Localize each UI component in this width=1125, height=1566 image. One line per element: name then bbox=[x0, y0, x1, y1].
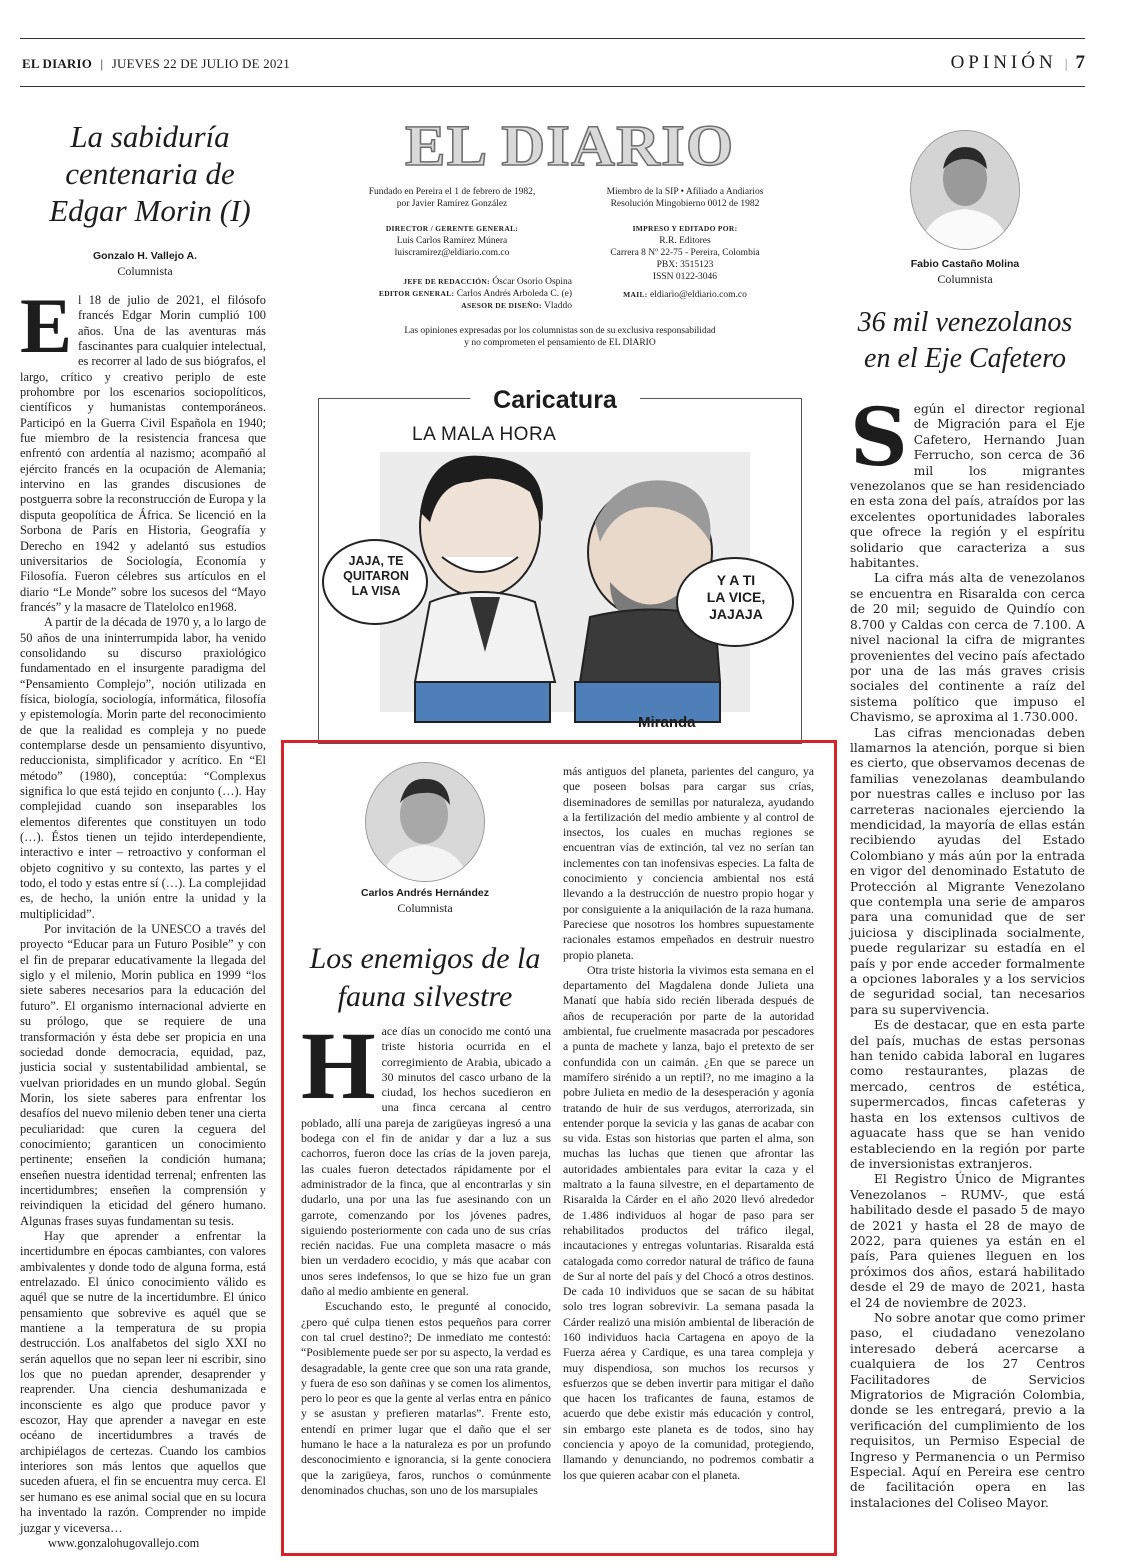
bubble-line: LA VISA bbox=[351, 584, 401, 598]
director-email: luiscramirez@eldiario.com.co bbox=[394, 248, 510, 258]
printed-label: IMPRESO Y EDITADO POR: bbox=[632, 224, 738, 233]
paragraph: egún el director regional de Migración para el Eje Cafetero, Hernando Juan Ferrucho, son cerca de 36 mil los migrantes venezolanos que se han residenciado en esta zona del país, atraídos por las excelentes oportunidades laborales que ofrece la región y el espíritu solidario que caracteriza a sus habitantes. bbox=[850, 402, 1085, 571]
author-website[interactable]: www.gonzalohugovallejo.com bbox=[48, 1535, 200, 1550]
jefe-label: JEFE DE REDACCIÓN: bbox=[403, 277, 490, 286]
sip-line: Resolución Mingobierno 0012 de 1982 bbox=[610, 199, 760, 209]
center-article-author: Carlos Andrés Hernández bbox=[361, 887, 489, 899]
left-article-title-block bbox=[30, 118, 270, 229]
page-header-left: EL DIARIO | JUEVES 22 DE JULIO DE 2021 bbox=[22, 56, 290, 71]
cartoonist-signature: Miranda bbox=[638, 714, 696, 731]
drop-cap: S bbox=[850, 390, 908, 484]
asesor-name: Vladdo bbox=[544, 301, 572, 311]
director-name: Luis Carlos Ramírez Múnera bbox=[396, 236, 508, 246]
paragraph: A partir de la década de 1970 y, a lo largo de 50 años de una ininterrumpida labor, ha venido consolidando su discurso praxiológico fundamentado en el insurgente paradigma del “Pensamiento Complejo”, noción utilizada en física, biología, sociología, informática, filosofía y epistemología. Morin parte del reconocimiento de que la realidad es compleja y no puede contemplarse desde un pensamiento disyuntivo, reduccionista, simplificador y acrítico. En “El método” (1980), conceptúa: “Complexus significa lo que está tejido en conjunto (…). Hay complejidad cuando son inseparables los elementos diferentes que constituyen un todo (…). Éstos tienen un tejido interdependiente, interactivo e inter – retroactivo y conforman el objeto cognitivo y su contexto, las partes y el todo, el todo y estas entre sí (…). La complejidad es, de hecho, la unión entre la unidad y la multiplicidad”. bbox=[20, 615, 266, 921]
paragraph: más antiguos del planeta, parientes del canguro, ya que poseen bolsas para cargar sus crías, diseminadores de semillas por naturaleza, ayudando a la fertilización del medio ambiente y al control de insectos, los cuales en muchas regiones se encuentran vías de extinción, tal vez no serían tan inclementes con tan inofensivas especies. La falta de conocimiento y conciencia ambiental nos está llevando a la destrucción de nuestro propio hogar y por consiguiente a la aniquilación de la raza humana. Pareciese que nosotros los hombres supuestamente racionales estamos empeñados en destruir nuestro propio planeta. bbox=[563, 764, 814, 962]
paragraph: La cifra más alta de venezolanos se encuentra en Risaralda con cerca de 20 mil; seguido de Quindío con 8.700 y Caldas con cerca de 7.100. A nivel nacional la cifra de migrantes provenientes del vecino país afectado por una de las más graves crisis sociales del continente a raíz del sistema político que impuso el Chavismo, se aproxima al 1.730.000. bbox=[850, 571, 1085, 725]
right-article-title: 36 mil venezolanos en el Eje Cafetero bbox=[857, 307, 1073, 374]
paragraph: El Registro Único de Migrantes Venezolanos – RUMV-, que está habilitado desde el pasado 5 de mayo de 2021 y hasta el 28 de mayo de 2022, para quienes ya están en el país, Para quienes lleguen en los próximos dos años, estará habilitado desde el 29 de mayo de 2021, hasta el 24 de noviembre de 2023. bbox=[850, 1172, 1085, 1310]
drop-cap: E bbox=[20, 282, 73, 369]
person-icon bbox=[366, 763, 484, 881]
mail-label: MAIL: bbox=[623, 290, 648, 299]
bubble-line: JAJA, TE bbox=[348, 554, 404, 568]
caricature-heading: Caricatura bbox=[470, 386, 640, 415]
section-name: OPINIÓN bbox=[950, 52, 1057, 73]
header-bottom-rule bbox=[20, 86, 1085, 87]
right-author-avatar bbox=[910, 130, 1020, 250]
issn: ISSN 0122-3046 bbox=[652, 272, 718, 282]
asesor-label: ASESOR DE DISEÑO: bbox=[461, 301, 542, 310]
bubble-line: LA VICE, bbox=[706, 589, 766, 605]
editor-label: EDITOR GENERAL: bbox=[378, 289, 455, 298]
header-top-rule bbox=[20, 38, 1085, 39]
masthead-staff bbox=[352, 276, 572, 312]
paragraph: Es de destacar, que en esta parte del país, muchas de estas personas han tenido cabida laboral en lugares como restaurantes, plazas de mercado, centros de estética, supermercados, fincas cafeteras y hasta en los extensos cultivos de aguacate hass que se han venido estableciendo en la región por parte de inversionistas extranjeros. bbox=[850, 1018, 1085, 1171]
sip-line: Miembro de la SIP • Afiliado a Andiarios bbox=[606, 187, 764, 197]
left-article-author: Gonzalo H. Vallejo A. bbox=[92, 250, 198, 262]
bubble-line: QUITARON bbox=[343, 569, 409, 583]
center-article-title: Los enemigos de la fauna silvestre bbox=[309, 942, 541, 1013]
bubble-line: JAJAJA bbox=[709, 606, 763, 622]
masthead-logo: EL DIARIO bbox=[405, 113, 735, 178]
right-article-author: Fabio Castaño Molina bbox=[910, 258, 1020, 270]
center-article-role: Columnista bbox=[397, 901, 453, 915]
paragraph: Escuchando esto, le pregunté al conocido, ¿pero qué culpa tienen estos pequeños para correr con tal cruel destino?; De inmediato me contestó: “Posiblemente puede ser por su aspecto, la verdad es desagradable, la gente cree que son una rata grande, y fuera de eso son dañinas y se comen los alimentos, pero lo peor es que la gente al verlas entra en pánico y se asustan y prefieren matarlas”. Frente esto, entendí en primer lugar que el daño que el ser humano le hace a la naturaleza es por un profundo desconocimiento e ignorancia, si la gente conociera que la zarigüeya, faros, runchos o comúnmente denominados chuchas, son uno de los marsupiales bbox=[301, 1299, 551, 1497]
paragraph: Por invitación de la UNESCO a través del proyecto “Educar para un Futuro Posible” y con el fin de preparar educativamente la llegada del siglo y el milenio, Morin publica en 1999 “los siete saberes necesarios para la educación del futuro”. El organismo internacional advierte en su prólogo, que se requiere de una transformación y ésta debe ser propicia en una sociedad donde democracia, equidad, paz, justicia social y sustentabilidad ambiental, se vuelvan prioridades en un mundo global. Según Morin, los siete saberes para enfrentar los desafíos del nuevo milenio deben tener una cierta peculiaridad: que curen la ceguera del conocimiento; garanticen un conocimiento pertinente; enseñen la condición humana; enseñen nuestra identidad terrenal; enfrenten las incertidumbres; enseñen la comprensión y reivindiquen la eticidad del género humano. Algunas frases suyas fundamentan su tesis. bbox=[20, 922, 266, 1228]
masthead-mail bbox=[580, 289, 790, 301]
bubble-line: Y A TI bbox=[716, 572, 756, 588]
masthead-disclaimer bbox=[330, 325, 790, 349]
right-article-body bbox=[850, 390, 1085, 1511]
masthead-director bbox=[352, 223, 552, 259]
speech-bubble-right bbox=[684, 572, 788, 623]
disclaimer-line: y no comprometen el pensamiento de EL DIARIO bbox=[464, 338, 656, 348]
author-photo-avatar bbox=[365, 762, 485, 882]
disclaimer-line: Las opiniones expresadas por los columnistas son de su exclusiva responsabilidad bbox=[404, 326, 716, 336]
person-icon bbox=[911, 131, 1019, 249]
left-article-body bbox=[20, 282, 266, 1551]
printed-by: R.R. Editores bbox=[659, 236, 711, 246]
jefe-name: Óscar Osorio Ospina bbox=[492, 277, 572, 287]
founded-line: por Javier Ramírez González bbox=[396, 199, 508, 209]
masthead-printer bbox=[580, 223, 790, 283]
issue-date: JUEVES 22 DE JULIO DE 2021 bbox=[111, 56, 290, 71]
paragraph: Hay que aprender a enfrentar la incertidumbre en épocas cambiantes, con valores ambivalentes y donde todo de alguna forma, está entrelazado. El único conocimiento válido es aquél que se nutre de la incertidumbre. El único pensamiento que sobrevive es aquél que se mantiene a la temperatura de su propia destrucción. Los analfabetos del siglo XXI no serán aquellos que no sepan leer ni escribir, sino los que no puedan aprender, desaprender y reaprender. Una ciencia deshumanizada e inconsciente es algo que produce pavor y escozor, Hay que aprender a navegar en este océano de incertidumbres a través de archipiélagos de certezas. Cuando los cambios interiores son más lentos que aquellos que suceden afuera, el fin se encuentra muy cerca. El ser humano es ese animal social que en su locura ha inventado la razón. Comprender no impide juzgar y viceversa… bbox=[20, 1228, 266, 1535]
center-article-col2 bbox=[563, 764, 814, 1483]
page-header-right: OPINIÓN | 7 bbox=[950, 52, 1085, 73]
director-label: DIRECTOR / GERENTE GENERAL: bbox=[385, 224, 519, 233]
caricature-subtitle: LA MALA HORA bbox=[412, 424, 557, 445]
left-article-role: Columnista bbox=[117, 264, 173, 278]
paragraph: Las cifras mencionadas deben llamarnos la atención, porque si bien es cierto, que observamos decenas de familias venezolanas deambulando por nuestras calles e incluso por las carreteras nacionales ejerciendo la mendicidad, la mayoría de ellas están recibiendo ayudas del Estado Colombiano y más aún por la entrada en vigor del denominado Estatuto de Protección al Migrante Venezolano que contempla una serie de amparos para una comunidad que de ser juiciosa y disciplinada socialmente, puede regularizar su estadía en el país y por ende acceder formalmente a opciones laborales y a los servicios de seguridad social, tan necesarios para su supervivencia. bbox=[850, 725, 1085, 1017]
paragraph: Otra triste historia la vivimos esta semana en el departamento del Magdalena donde Julieta una Manatí que había sido recién liberada después de años de recuperación por parte de la autoridad ambiental, fue cruelmente masacrada por pescadores a punta de machete y lanza, bajo el pretexto de ser confundida con un caimán. ¿En que se parece un mamífero sirénido a un reptil?, no me imagino a la pobre Julieta en medio de la desesperación y agonía tratando de huir de sus verdugos, aterrorizada, sin entender porque la sevicia y las ganas de acabar con su vida. Estas son historias que parten el alma, son muchas las luchas que tienen que afrontar las autoridades ambientales para evitar la caza y el maltrato a la fauna silvestre, en el departamento de Risaralda la Cárder en el año 2020 llevó alrededor de 1.486 individuos al hogar de paso para ser rehabilitados productos del tráfico ilegal, incautaciones y entregas voluntarias. Risaralda está catalogada como corredor natural de tráfico de fauna de Sur al norte del país y del Chocó a otros destinos. De cada 10 individuos que se sacan de su hábitat solo tres logran sobrevivir. La semana pasada la Cárder realizó una misión ambiental de liberación de 160 individuos hacia Cartagena en apoyo de la Fuerza aérea y Cardique, es una tarea compleja y muy dispendiosa, son muchos los recursos y esfuerzos que se deben invertir para mitigar el daño que hacen los traficantes de fauna, estamos de acuerdo que debe existir más educación y control, sin embargo este planeta es de todos, sino hay conciencia y apoyo de la comunidad, protegiendo, llamando y denunciando, no podremos combatir a los que quieren acabar con el planeta. bbox=[563, 962, 814, 1482]
drop-cap: H bbox=[301, 1012, 376, 1119]
address: Carrera 8 Nº 22-75 - Pereira, Colombia bbox=[610, 248, 760, 258]
editor-name: Carlos Andrés Arboleda C. (e) bbox=[456, 289, 572, 299]
page-number: 7 bbox=[1075, 52, 1085, 73]
paragraph: ace días un conocido me contó una triste historia ocurrida en el corregimiento de Arabia, ubicado a 30 minutos del casco urbano de la ciudad, los hechos sucedieron en una finca cercana al centro poblado, allí una pareja de zarigüeyas ingresó a una bodega con el fin de anidar y dar a luz a sus cachorros, fueron doce las crías de la joven pareja, las cuales fueron detectados rápidamente por el administrador de la finca, que al encontrarlas y sin dudarlo, una por una las fue asesinando con un garrote, comenzando por los jóvenes padres, siguiendo posteriormente con cada uno de sus crías recién nacidas. Fue una completa masacre o más bien un verdadero ecocidio, y más que acabar con unos seres indefensos, lo que se hizo fue un gran daño al medio ambiente en general. bbox=[301, 1024, 551, 1299]
pbx: PBX: 3515123 bbox=[656, 260, 714, 270]
paragraph: l 18 de julio de 2021, el filósofo francés Edgar Morin cumplió 100 años. Una de las aventuras más fascinantes para cualquier intelectual, es recorrer al lado de sus biógrafos, el largo, crítico y creativo periplo de este prohombre por los escenarios sociopolíticos, científicos y humanistas contemporáneos. Participó en la Guerra Civil Española en 1940; fue miembro de la resistencia francesa que enfrentó con ardentía al nazismo; acompañó al ejército francés en la ocupación de Alemania; intervino en las grandes discusiones de postguerra sobre la reconstrucción de Europa y la disputa geopolítica de África. Se licenció en la Sorbona de París en Historia, Geografía y Derecho en 1942 y adelantó sus estudios universitarios de Sociología, Economía y Filosofía. Fueron célebres sus artículos en el diario “Le Monde” sobre los sucesos del “Mayo francés” y la masacre de Tlatelolco en1968. bbox=[20, 293, 266, 614]
paper-name: EL DIARIO bbox=[22, 56, 93, 71]
founded-line: Fundado en Pereira el 1 de febrero de 1982, bbox=[368, 187, 536, 197]
center-article-col1 bbox=[301, 1012, 551, 1498]
left-article-title: La sabiduría centenaria de Edgar Morin (I) bbox=[49, 119, 251, 228]
speech-bubble-left bbox=[330, 554, 422, 599]
right-article-role: Columnista bbox=[937, 272, 993, 286]
masthead-sip bbox=[580, 186, 790, 210]
paragraph: No sobre anotar que como primer paso, el ciudadano venezolano interesado deberá acercarse a cualquiera de los 27 Centros Facilitadores de Servicios Migratorios de Migración Colombia, donde se les entregará, previo a la verificación del cumplimiento de los requisitos, un Permiso Especial de Ingreso y Permanencia o un Permiso Especial. Aquí en Pereira ese centro de facilitación opera en las instalaciones del Coliseo Mayor. bbox=[850, 1310, 1085, 1510]
masthead-founded bbox=[352, 186, 552, 210]
caricature-illustration bbox=[320, 452, 798, 740]
mail-address[interactable]: eldiario@eldiario.com.co bbox=[649, 290, 747, 300]
